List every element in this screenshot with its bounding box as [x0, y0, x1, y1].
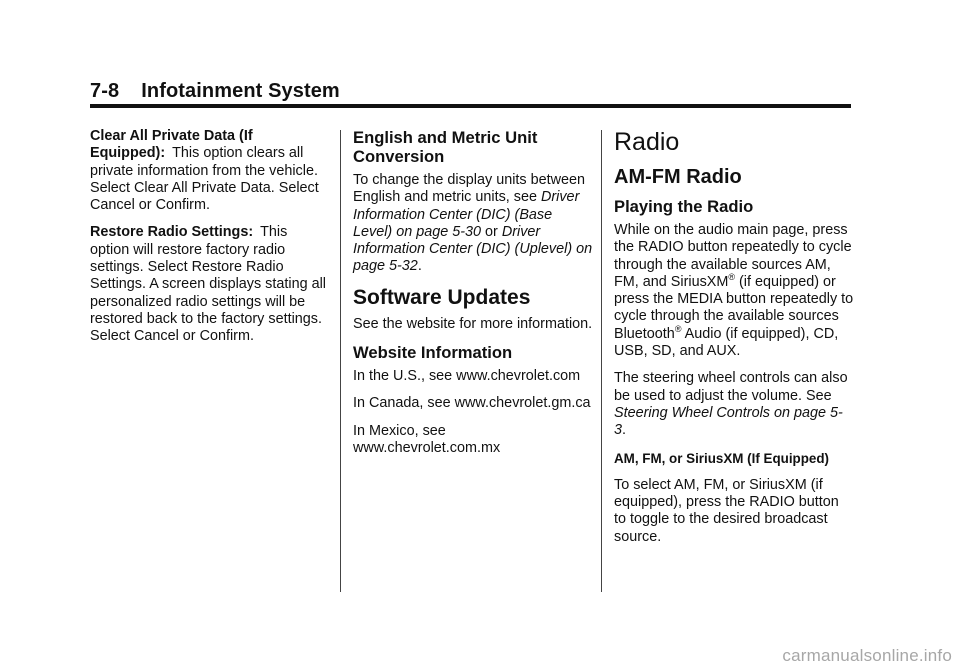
restore-radio-text: This option will restore factory radio settings. Select Restore Radio Settings. A screen displays stating all personalized radio settings will be restored back to the factory settings. Select Cancel or Confirm. [90, 224, 326, 345]
playing-text-b: (if equipped) or press the MEDIA button repeatedly to cycle through the available sources Bluetooth [614, 273, 854, 342]
restore-radio-label: Restore Radio Settings: [90, 224, 254, 241]
clear-private-data-text: This option clears all private information from the vehicle. Select Clear All Private Data. Select Cancel or Confirm. [90, 145, 319, 214]
heading-website-information: Website Information [353, 343, 513, 363]
website-mexico: In Mexico, see www.chevrolet.com.mx [353, 422, 501, 456]
playing-text-c: Audio (if equipped), CD, USB, SD, and AUX. [614, 325, 839, 360]
unit-conversion-text: To change the display units between English and metric units, see [353, 172, 586, 206]
restore-radio-paragraph [90, 224, 330, 345]
playing-text-a: While on the audio main page, press the RADIO button repeatedly to cycle through the available sources AM, FM, and SiriusXM [614, 222, 852, 290]
dic-uplevel-link[interactable]: Driver Information Center (DIC) (Uplevel) on page 5-32 [353, 223, 593, 275]
column-3 [614, 128, 854, 556]
column-1 [90, 128, 330, 356]
steering-paragraph [614, 370, 854, 439]
clear-private-data-label: Clear All Private Data (If Equipped): [90, 128, 253, 162]
heading-playing-radio: Playing the Radio [614, 197, 754, 216]
page-number: 7-8 [90, 80, 120, 102]
registered-mark: ® [674, 323, 682, 334]
column-divider-1 [340, 130, 341, 592]
website-us: In the U.S., see www.chevrolet.com [353, 368, 581, 385]
heading-unit-conversion: English and Metric Unit Conversion [353, 128, 538, 166]
steering-text: The steering wheel controls can also be used to adjust the volume. See [614, 370, 848, 404]
am-fm-select-paragraph: To select AM, FM, or SiriusXM (if equipped), press the RADIO button to toggle to the desired broadcast source. [614, 476, 839, 545]
unit-conversion-paragraph [353, 172, 593, 276]
heading-am-fm-radio: AM-FM Radio [614, 166, 742, 188]
steering-controls-link[interactable]: Steering Wheel Controls on page 5-3 [614, 404, 843, 439]
unit-conversion-end: . [417, 258, 422, 275]
watermark: carmanualsonline.info [782, 646, 952, 665]
clear-private-data-paragraph [90, 128, 330, 214]
column-divider-2 [601, 130, 602, 592]
software-paragraph: See the website for more information. [353, 315, 593, 332]
header-rule [90, 104, 851, 108]
am-fm-siriusxm-heading: AM, FM, or SiriusXM (If Equipped) [614, 450, 829, 466]
column-2 [353, 128, 593, 467]
playing-radio-paragraph [614, 222, 854, 360]
unit-conversion-or: or [481, 223, 502, 240]
heading-radio: Radio [614, 128, 680, 156]
heading-software-updates: Software Updates [353, 285, 531, 309]
dic-base-link[interactable]: Driver Information Center (DIC) (Base Level) on page 5-30 [353, 189, 580, 240]
registered-mark: ® [728, 272, 735, 283]
page-header [90, 80, 340, 103]
section-title: Infotainment System [141, 80, 340, 102]
steering-end: . [622, 422, 627, 439]
website-canada: In Canada, see www.chevrolet.gm.ca [353, 395, 591, 412]
